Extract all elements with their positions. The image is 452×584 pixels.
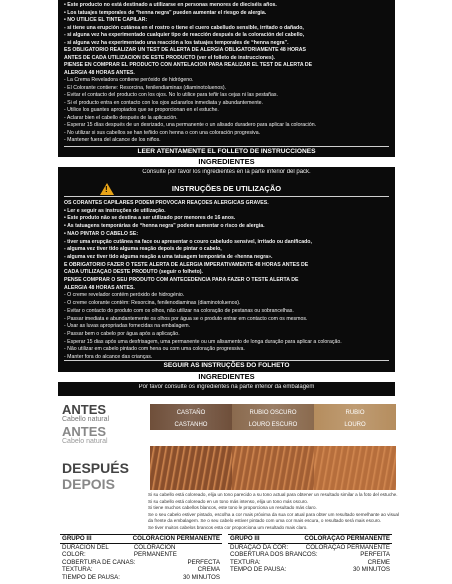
es-ingredients-heading: INGREDIENTES [58, 157, 395, 167]
instruction-line: • As tatuagens temporárias de “henna negra” podem aumentar o risco de alergia. [64, 223, 265, 230]
instruction-line: - Esperar 15 dias após uma desfrisagem, uma permanente ou um alisamento de longa duração para aplicar a coloração. [64, 338, 342, 345]
instruction-line: - tiver uma erupção cutânea na face ou apresentar o couro cabeludo sensível, irritado ou danificado, [64, 238, 312, 245]
instruction-line: • Ler e seguir as instruções de utilização. [64, 207, 166, 214]
instruction-line: - Não utilizar em cabelo pintado com hena ou com uma coloração progressiva. [64, 346, 245, 353]
pt-ingredients-heading: INGREDIENTES [58, 372, 395, 382]
pt-instructions-title: INSTRUÇÕES DE UTILIZAÇÃO [171, 184, 282, 193]
instruction-line: - O creme revelador contém peróxido de hidrogénio. [64, 292, 185, 299]
spec-value: 30 MINUTOS [352, 566, 390, 574]
spec-value: COLORACIÓN PERMANENTE [133, 543, 177, 559]
before-swatch-2-es: RUBIO OSCURO [249, 410, 297, 416]
es-consult-text: Consulte por favor los ingredientes en la parte inferior del pack. [142, 169, 311, 175]
spec-row [228, 559, 392, 567]
instruction-line: OS CORANTES CAPILARES PODEM PROVOCAR REAÇÕES ALÉRGICAS GRAVES. [64, 200, 269, 206]
spec-table-es-type: COLORACIÓN PERMANENTE [132, 535, 220, 542]
spec-label: TEMPO DE PAUSA: [230, 566, 287, 574]
spec-label: DURACIÓN DEL COLOR: [62, 543, 109, 559]
before-swatch-1-es: CASTAÑO [176, 410, 206, 416]
instruction-line: - La Crema Reveladora contiene peróxido de hidrógeno. [64, 77, 194, 83]
spec-row [60, 566, 222, 574]
spec-label: COBERTURA DE CANAS: [62, 558, 136, 566]
shade-note-line: da frente da embalagem. Se o seu cabelo estiver pintado com uma cor mais escura, o resultado será mais escuro. [148, 518, 382, 523]
shade-note-line: Si tiene muchos cabellos blancos, este tono le proporciona un resultado más claro. [148, 505, 317, 510]
spec-table-pt-group: GRUPO III [230, 535, 260, 542]
instruction-line: - Mantener fuera del alcance de los niños. [64, 137, 161, 143]
instruction-line: PIENSE EN COMPRAR EL PRODUCTO CON ANTELACIÓN PARA REALIZAR EL TEST DE ALERTA DE [64, 62, 313, 68]
instruction-line: ANTES DE CADA UTILIZACIÓN DE ESTE PRODUCTO (ver el folleto de instrucciones). [64, 54, 275, 61]
separator [64, 196, 389, 197]
before-title-es: ANTES [62, 402, 107, 417]
instruction-line: PENSE COMPRAR O SEU PRODUTO COM ANTECEDÊNCIA PARA FAZER O TESTE ALERTA DE [64, 277, 299, 283]
before-swatch-3-es: RUBIO [345, 410, 365, 416]
shade-note-line: Se tiver muitos cabelos brancos esta cor proporciona um resultado mais claro. [148, 524, 308, 530]
instruction-line: • Este produto não se destina a ser utilizado por menores de 16 anos. [64, 215, 236, 222]
instruction-line: • Este producto no está destinado a utilizarse en personas menores de dieciséis años. [64, 2, 277, 8]
before-swatch-2-pt: LOURO ESCURO [248, 422, 298, 428]
instruction-line: - El Colorante contiene: Resorcina, fenilendiaminas (diaminotoluenos). [64, 84, 227, 91]
after-result-1 [150, 446, 232, 490]
instruction-line: - Evitar o contacto do produto com os olhos, não utilizar na coloração de pestanas ou sobrancelhas. [64, 307, 294, 314]
instruction-line: - Manter fora do alcance das crianças. [64, 354, 153, 360]
before-title-pt: ANTES [62, 424, 107, 439]
instructions-panel [58, 0, 395, 396]
before-subtitle-es: Cabello natural [62, 416, 110, 423]
after-title-es: DESPUÉS [62, 460, 129, 476]
spec-label: TEXTURA: [62, 566, 93, 574]
before-swatch-3-pt: LOURO [344, 422, 366, 428]
instruction-line: ALERGIA 48 HORAS ANTES. [64, 69, 135, 76]
instruction-line: - Passar bem o cabelo por água após a aplicação. [64, 330, 180, 337]
spec-table-pt [228, 534, 392, 574]
instruction-line: - Esperar 15 días después de un desrizado, una permanente o un alisado duradero para aplicar la coloración. [64, 122, 317, 128]
after-result-3 [314, 446, 396, 490]
instruction-line: - alguma vez tiver tido alguma reação depois de pintar o cabelo, [64, 246, 222, 253]
warning-mark: ! [105, 185, 108, 194]
after-result-2 [232, 446, 314, 490]
spec-label: TEXTURA: [230, 558, 261, 566]
instruction-line: - Passar imediata e abundantemente os olhos por água se o produto entrar em contacto com os mesmos. [64, 315, 308, 322]
separator [64, 146, 389, 147]
shade-note-line: Si su cabello está coloreado, elija un tono parecido a su tono actual para obtener un resultado similar a la foto del estuche. [148, 492, 398, 497]
spec-table-pt-header [228, 534, 392, 544]
instruction-line: - Utilice los guantes apropiados que se proporcionan en el estuche. [64, 107, 219, 113]
spec-table-es [60, 534, 222, 582]
instruction-line: - Evitar el contacto del producto con los ojos. No lo utilice para teñir las cejas ni las pestañas. [64, 92, 278, 98]
es-read-heading: LEER ATENTAMENTE EL FOLLETO DE INSTRUCCIONES [137, 148, 316, 155]
pt-read-heading: SEGUIR AS INSTRUÇÕES DO FOLHETO [163, 362, 290, 369]
before-subtitle-pt: Cabelo natural [62, 438, 108, 445]
spec-row [228, 544, 392, 552]
spec-value: CREMA [197, 566, 220, 574]
spec-value: CREME [367, 558, 390, 566]
spec-table-es-group: GRUPO III [62, 535, 92, 542]
instruction-line: - alguma vez tiver tido alguma reação a uma tatuagem temporária de «henna negra». [64, 253, 273, 260]
spec-value: PERFEITA [360, 551, 390, 559]
instruction-line: • NÃO PINTAR O CABELO SE: [64, 230, 139, 237]
instruction-line: É OBRIGATÓRIO FAZER O TESTE ALERTA DE ALERGIA IMPERATIVAMENTE 48 HORAS ANTES DE [64, 261, 309, 268]
spec-label: TIEMPO DE PAUSA: [62, 573, 120, 581]
before-swatch-1-pt: CASTANHO [174, 422, 208, 428]
instruction-line: - si tiene una erupción cutánea en el rostro o tiene el cuero cabelludo sensible, irritado o dañado, [64, 24, 304, 31]
instruction-line: ES OBLIGATORIO REALIZAR UN TEST DE ALERTA DE ALERGIA OBLIGATORIAMENTE 48 HORAS [64, 47, 306, 53]
spec-row [60, 544, 222, 559]
spec-label: DURAÇÃO DA COR: [230, 543, 289, 551]
spec-label: COBERTURA DOS BRANCOS: [230, 551, 318, 559]
spec-table-es-header [60, 534, 222, 544]
instruction-line: • NO UTILICE EL TINTE CAPILAR: [64, 17, 148, 23]
shade-note-line: Si su cabello está coloreado en un tono más intenso, elija un tono más oscuro. [148, 498, 309, 504]
spec-value: PERFECTA [187, 558, 220, 566]
instruction-line: • Los tatuajes temporales de “henna negra” pueden aumentar el riesgo de alergia. [64, 9, 267, 16]
instruction-line: - Aclarar bien el cabello después de la aplicación. [64, 114, 178, 121]
separator [64, 360, 389, 361]
after-title-pt: DEPOIS [62, 476, 115, 492]
shade-note-line: Se o seu cabelo estiver pintado, escolha a cor mais próxima da sua cor atual para obter um resultado semelhante ao visual [148, 511, 400, 517]
pt-consult-text: Por favor consulte os ingredientes na parte inferior da embalagem [138, 384, 315, 390]
spec-row [60, 574, 222, 582]
instruction-line: - No utilizar si sus cabellos se han teñido con henna o con una coloración progresiva. [64, 129, 261, 136]
instruction-line: - si alguna vez ha experimentado una reacción a los tatuajes temporales de “henna negra”. [64, 39, 289, 46]
spec-row [228, 566, 392, 574]
spec-table-pt-type: COLORAÇÃO PERMANENTE [304, 535, 390, 542]
instruction-line: - si alguna vez ha experimentado cualquier tipo de reacción después de la coloración del cabello, [64, 32, 305, 38]
spec-value: COLORAÇÃO PERMANENTE [305, 543, 390, 551]
instruction-line: - Si el producto entra en contacto con los ojos aclararlos inmediata y abundantemente. [64, 99, 263, 106]
instruction-line: - Usar as luvas apropriadas fornecidas na embalagem. [64, 323, 191, 330]
spec-value: 30 MINUTOS [182, 573, 220, 581]
instruction-line: - O creme colorante contém: Resorcina, fenilenodiaminas (diaminotoluenos). [64, 300, 241, 307]
spec-row [228, 551, 392, 559]
spec-row [60, 559, 222, 567]
instruction-line: CADA UTILIZAÇÃO DESTE PRODUTO (seguir o folheto). [64, 269, 203, 276]
instruction-line: ALERGIA 48 HORAS ANTES. [64, 284, 135, 291]
